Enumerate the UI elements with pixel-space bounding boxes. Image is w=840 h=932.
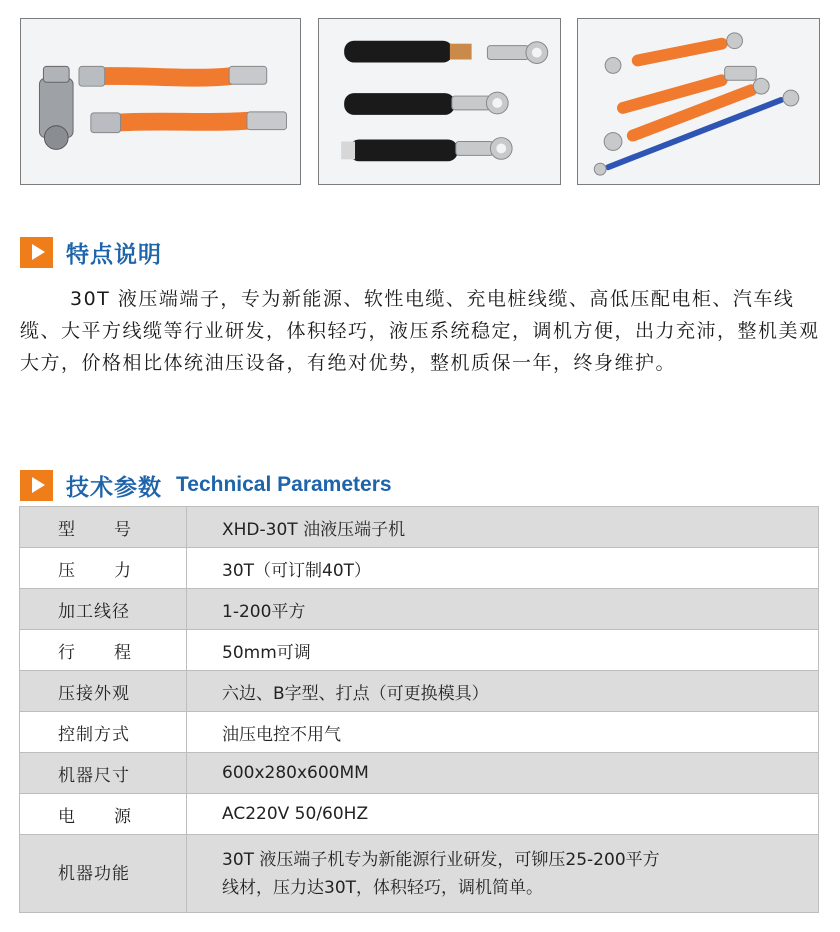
feature-description: 30T 液压端端子，专为新能源、软性电缆、充电桩线缆、高低压配电柜、汽车线缆、大平方线缆等行业研发，体积轻巧，液压系统稳定，调机方便，出力充沛，整机美观大方，价格相比体统油压设备，有绝对优势，整机质保一年，终身维护。: [20, 288, 820, 374]
table-row: [20, 671, 819, 712]
param-value: 50mm可调: [187, 630, 819, 671]
table-row: [20, 548, 819, 589]
param-key-char: 型: [58, 519, 76, 540]
param-value-line: 30T 液压端子机专为新能源行业研发，可铆压25-200平方: [222, 849, 660, 870]
param-key: [20, 548, 187, 589]
table-row: [20, 753, 819, 794]
table-row: [20, 589, 819, 630]
param-key-char: 程: [114, 642, 132, 663]
photo-orange-cables-connector: [20, 18, 301, 185]
play-triangle-icon: [20, 237, 53, 268]
param-value: 30T（可订制40T）: [187, 548, 819, 589]
param-key-char: 行: [58, 642, 76, 663]
param-key-char: 号: [114, 519, 132, 540]
param-value: 1-200平方: [187, 589, 819, 630]
param-value: [187, 835, 819, 913]
param-key: 机器尺寸: [20, 753, 187, 794]
param-key: [20, 794, 187, 835]
param-key: 控制方式: [20, 712, 187, 753]
param-key-char: 力: [114, 560, 132, 581]
photo-black-cables-lugs: [318, 18, 561, 185]
param-key-char: 源: [114, 806, 132, 827]
param-key: 机器功能: [20, 835, 187, 913]
param-value: 六边、B字型、打点（可更换模具）: [187, 671, 819, 712]
play-triangle-icon: [20, 470, 53, 501]
product-photos: [0, 0, 840, 200]
param-value-line: 线材，压力达30T，体积轻巧，调机简单。: [222, 877, 544, 898]
param-key-char: 压: [58, 560, 76, 581]
feature-section-header: [20, 232, 162, 272]
param-key: [20, 630, 187, 671]
params-section-title-en: Technical Parameters: [176, 473, 392, 496]
table-row: [20, 835, 819, 913]
table-row: [20, 630, 819, 671]
param-key-char: 电: [58, 806, 76, 827]
params-section-header: [20, 465, 392, 505]
table-row: [20, 507, 819, 548]
param-value: AC220V 50/60HZ: [187, 794, 819, 835]
params-section-title: 技术参数: [66, 474, 162, 501]
param-value: 600x280x600MM: [187, 753, 819, 794]
table-row: [20, 794, 819, 835]
param-value: XHD-30T 油液压端子机: [187, 507, 819, 548]
param-value: 油压电控不用气: [187, 712, 819, 753]
technical-parameters-table: [19, 506, 819, 913]
photo-orange-blue-cables: [577, 18, 820, 185]
param-key: 加工线径: [20, 589, 187, 630]
feature-section-title: 特点说明: [66, 241, 162, 268]
param-key: 压接外观: [20, 671, 187, 712]
param-key: [20, 507, 187, 548]
table-row: [20, 712, 819, 753]
